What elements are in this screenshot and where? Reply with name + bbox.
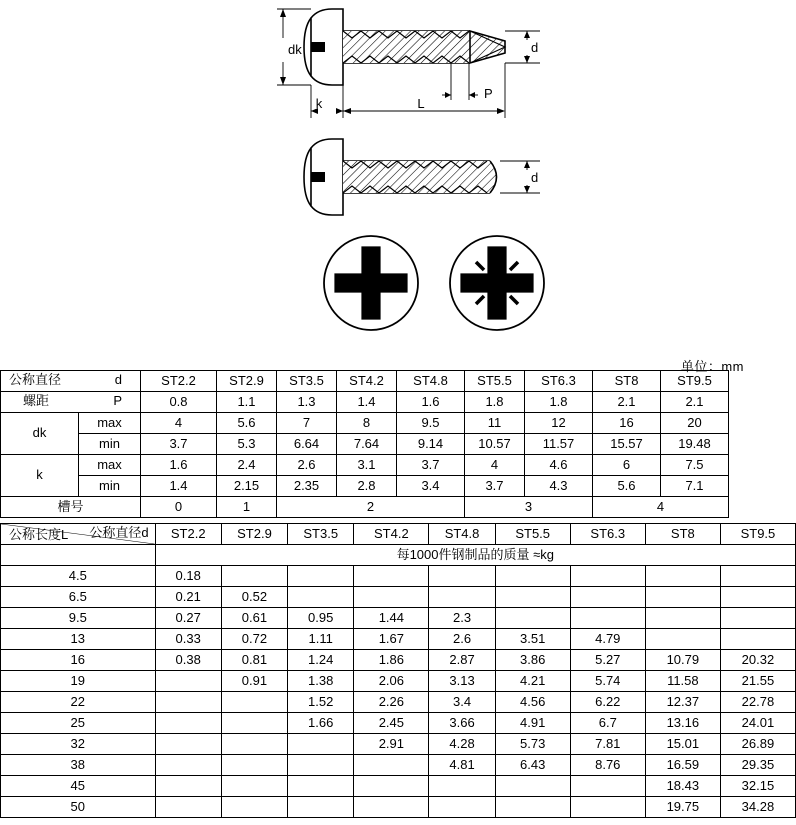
size-cell: ST4.2 [337, 371, 397, 392]
mass-header-spacer [1, 545, 156, 566]
table-row [1, 776, 796, 797]
row-label-k: k [1, 455, 79, 497]
label-dk: dk [288, 42, 302, 57]
length-cell: 22 [1, 692, 156, 713]
value-cell: 2.1 [661, 392, 729, 413]
row-label-nominal-diameter-text: 公称直径 [9, 372, 62, 387]
mass-cell: 5.27 [570, 650, 645, 671]
row-label-max: max [79, 455, 141, 476]
mass-cell [495, 608, 570, 629]
value-cell: 4 [141, 413, 217, 434]
value-cell: 0.8 [141, 392, 217, 413]
size-cell: ST9.5 [661, 371, 729, 392]
corner-header [1, 524, 156, 545]
mass-cell [570, 566, 645, 587]
size-cell: ST9.5 [720, 524, 795, 545]
length-cell: 19 [1, 671, 156, 692]
row-label-slot-no: 槽号 [1, 497, 141, 518]
mass-cell [155, 776, 221, 797]
mass-cell: 0.18 [155, 566, 221, 587]
value-cell: 3.7 [141, 434, 217, 455]
dimension-table [0, 370, 796, 518]
table-row [1, 650, 796, 671]
mass-cell [354, 587, 429, 608]
mass-cell [155, 734, 221, 755]
mass-cell [155, 797, 221, 818]
mass-cell: 0.81 [221, 650, 287, 671]
slot-cell: 2 [277, 497, 465, 518]
length-cell: 9.5 [1, 608, 156, 629]
mass-cell: 32.15 [720, 776, 795, 797]
mass-cell: 1.11 [288, 629, 354, 650]
value-cell: 16 [593, 413, 661, 434]
table-row [1, 587, 796, 608]
mass-cell [221, 734, 287, 755]
mass-cell: 3.86 [495, 650, 570, 671]
screw-top-view [277, 9, 540, 118]
label-P: P [484, 86, 493, 101]
table-row [1, 692, 796, 713]
mass-cell: 5.74 [570, 671, 645, 692]
length-cell: 6.5 [1, 587, 156, 608]
mass-cell: 2.45 [354, 713, 429, 734]
label-L: L [417, 96, 425, 111]
mass-cell [429, 776, 495, 797]
value-cell: 7.1 [661, 476, 729, 497]
label-d-top: d [531, 40, 539, 55]
mass-cell: 4.28 [429, 734, 495, 755]
value-cell: 1.8 [525, 392, 593, 413]
mass-cell: 16.59 [645, 755, 720, 776]
mass-cell [570, 587, 645, 608]
mass-cell [221, 713, 287, 734]
value-cell: 4 [465, 455, 525, 476]
mass-cell: 21.55 [720, 671, 795, 692]
mass-cell: 0.33 [155, 629, 221, 650]
mass-cell: 24.01 [720, 713, 795, 734]
table-row-mass-header [1, 545, 796, 566]
value-cell: 4.3 [525, 476, 593, 497]
mass-cell: 1.86 [354, 650, 429, 671]
mass-cell [221, 692, 287, 713]
table-row [1, 755, 796, 776]
mass-cell [288, 566, 354, 587]
value-cell: 2.15 [217, 476, 277, 497]
row-label-nominal-diameter [1, 371, 141, 392]
length-cell: 4.5 [1, 566, 156, 587]
value-cell: 7.5 [661, 455, 729, 476]
mass-cell: 1.44 [354, 608, 429, 629]
size-cell: ST5.5 [465, 371, 525, 392]
mass-cell [354, 776, 429, 797]
value-cell: 1.6 [397, 392, 465, 413]
value-cell: 1.3 [277, 392, 337, 413]
value-cell: 11 [465, 413, 525, 434]
pozidriv-head-view [450, 236, 544, 330]
mass-cell: 19.75 [645, 797, 720, 818]
mass-cell [570, 776, 645, 797]
size-cell: ST8 [645, 524, 720, 545]
value-cell: 7.64 [337, 434, 397, 455]
mass-cell [221, 755, 287, 776]
mass-cell: 0.38 [155, 650, 221, 671]
size-cell: ST3.5 [277, 371, 337, 392]
value-cell: 1.8 [465, 392, 525, 413]
mass-cell: 18.43 [645, 776, 720, 797]
size-cell: ST5.5 [495, 524, 570, 545]
mass-cell: 6.22 [570, 692, 645, 713]
mass-cell: 3.13 [429, 671, 495, 692]
mass-cell: 4.21 [495, 671, 570, 692]
mass-cell [221, 566, 287, 587]
mass-cell: 7.81 [570, 734, 645, 755]
size-cell: ST2.2 [155, 524, 221, 545]
mass-cell [221, 797, 287, 818]
value-cell: 2.4 [217, 455, 277, 476]
mass-cell: 2.6 [429, 629, 495, 650]
mass-cell [570, 608, 645, 629]
screw-drawing-svg [0, 0, 796, 352]
mass-cell [720, 629, 795, 650]
corner-header-top: 公称直径d [89, 525, 149, 540]
label-k: k [315, 96, 323, 111]
length-cell: 38 [1, 755, 156, 776]
value-cell: 3.4 [397, 476, 465, 497]
slot-cell: 0 [141, 497, 217, 518]
mass-cell: 4.56 [495, 692, 570, 713]
mass-cell [645, 587, 720, 608]
size-cell: ST6.3 [570, 524, 645, 545]
mass-cell: 4.91 [495, 713, 570, 734]
value-cell: 1.1 [217, 392, 277, 413]
mass-cell [155, 692, 221, 713]
table-row-pitch [1, 392, 796, 413]
table-row [1, 566, 796, 587]
row-label-dk: dk [1, 413, 79, 455]
value-cell: 20 [661, 413, 729, 434]
mass-cell [720, 587, 795, 608]
size-cell: ST8 [593, 371, 661, 392]
mass-cell: 2.91 [354, 734, 429, 755]
mass-cell: 6.43 [495, 755, 570, 776]
table-row [1, 797, 796, 818]
value-cell: 10.57 [465, 434, 525, 455]
mass-cell [429, 566, 495, 587]
value-cell: 1.4 [141, 476, 217, 497]
screw-second-view [304, 139, 540, 215]
value-cell: 4.6 [525, 455, 593, 476]
value-cell: 3.7 [465, 476, 525, 497]
label-d-bottom: d [531, 170, 539, 185]
mass-cell [495, 566, 570, 587]
mass-cell: 3.51 [495, 629, 570, 650]
length-cell: 25 [1, 713, 156, 734]
row-label-min: min [79, 476, 141, 497]
mass-cell: 13.16 [645, 713, 720, 734]
mass-cell [288, 797, 354, 818]
table-row-nominal-diameter [1, 371, 796, 392]
mass-cell: 1.24 [288, 650, 354, 671]
row-label-pitch-text: 螺距 [23, 393, 50, 408]
technical-drawing [0, 0, 796, 374]
length-cell: 45 [1, 776, 156, 797]
size-cell: ST4.8 [397, 371, 465, 392]
length-cell: 50 [1, 797, 156, 818]
row-label-pitch-symbol: P [113, 393, 122, 408]
length-cell: 13 [1, 629, 156, 650]
mass-cell [720, 566, 795, 587]
mass-cell [288, 755, 354, 776]
value-cell: 6.64 [277, 434, 337, 455]
value-cell: 15.57 [593, 434, 661, 455]
corner-header-bottom: 公称长度L [9, 526, 69, 542]
mass-cell [429, 797, 495, 818]
mass-cell [495, 776, 570, 797]
value-cell: 11.57 [525, 434, 593, 455]
value-cell: 9.14 [397, 434, 465, 455]
mass-cell: 0.27 [155, 608, 221, 629]
mass-cell: 5.73 [495, 734, 570, 755]
mass-cell [354, 797, 429, 818]
mass-cell: 2.87 [429, 650, 495, 671]
mass-cell: 15.01 [645, 734, 720, 755]
mass-cell: 2.26 [354, 692, 429, 713]
value-cell: 8 [337, 413, 397, 434]
mass-cell: 1.52 [288, 692, 354, 713]
mass-cell [288, 776, 354, 797]
mass-cell [495, 587, 570, 608]
mass-cell [645, 566, 720, 587]
value-cell: 7 [277, 413, 337, 434]
mass-cell: 2.06 [354, 671, 429, 692]
table-row-slot-no [1, 497, 796, 518]
value-cell: 1.4 [337, 392, 397, 413]
mass-cell [645, 629, 720, 650]
mass-cell: 12.37 [645, 692, 720, 713]
value-cell: 2.8 [337, 476, 397, 497]
value-cell: 3.7 [397, 455, 465, 476]
mass-cell: 1.38 [288, 671, 354, 692]
table-row-sizes [1, 524, 796, 545]
table-row [1, 671, 796, 692]
value-cell: 2.35 [277, 476, 337, 497]
mass-cell [288, 734, 354, 755]
mass-cell: 0.95 [288, 608, 354, 629]
mass-cell [429, 587, 495, 608]
mass-cell [155, 671, 221, 692]
length-cell: 16 [1, 650, 156, 671]
mass-cell: 3.66 [429, 713, 495, 734]
mass-cell: 3.4 [429, 692, 495, 713]
slot-cell: 4 [593, 497, 729, 518]
mass-cell: 0.91 [221, 671, 287, 692]
value-cell: 9.5 [397, 413, 465, 434]
size-cell: ST3.5 [288, 524, 354, 545]
size-cell: ST2.9 [217, 371, 277, 392]
mass-cell [645, 608, 720, 629]
size-cell: ST4.8 [429, 524, 495, 545]
value-cell: 6 [593, 455, 661, 476]
size-cell: ST2.9 [221, 524, 287, 545]
mass-cell: 1.67 [354, 629, 429, 650]
table-row [1, 713, 796, 734]
mass-cell: 22.78 [720, 692, 795, 713]
table-row [1, 629, 796, 650]
table-row-dk-max [1, 413, 796, 434]
mass-cell: 0.21 [155, 587, 221, 608]
mass-cell: 4.79 [570, 629, 645, 650]
mass-table [0, 523, 796, 818]
mass-cell [221, 776, 287, 797]
value-cell: 5.6 [217, 413, 277, 434]
mass-cell: 2.3 [429, 608, 495, 629]
mass-cell: 34.28 [720, 797, 795, 818]
value-cell: 5.6 [593, 476, 661, 497]
size-cell: ST6.3 [525, 371, 593, 392]
row-label-nominal-diameter-symbol: d [114, 372, 122, 387]
mass-cell: 20.32 [720, 650, 795, 671]
size-cell: ST2.2 [141, 371, 217, 392]
table-row [1, 734, 796, 755]
value-cell: 2.1 [593, 392, 661, 413]
mass-cell: 8.76 [570, 755, 645, 776]
value-cell: 3.1 [337, 455, 397, 476]
value-cell: 19.48 [661, 434, 729, 455]
row-label-pitch [1, 392, 141, 413]
mass-cell [354, 755, 429, 776]
mass-cell [288, 587, 354, 608]
mass-cell: 0.72 [221, 629, 287, 650]
table-row [1, 608, 796, 629]
mass-cell: 10.79 [645, 650, 720, 671]
length-cell: 32 [1, 734, 156, 755]
value-cell: 1.6 [141, 455, 217, 476]
mass-cell: 0.52 [221, 587, 287, 608]
mass-cell: 11.58 [645, 671, 720, 692]
mass-cell [155, 755, 221, 776]
table-row-k-min [1, 476, 796, 497]
mass-cell [354, 566, 429, 587]
mass-cell: 4.81 [429, 755, 495, 776]
mass-cell [570, 797, 645, 818]
row-label-max: max [79, 413, 141, 434]
mass-cell [720, 608, 795, 629]
size-cell: ST4.2 [354, 524, 429, 545]
mass-cell: 26.89 [720, 734, 795, 755]
mass-cell [155, 713, 221, 734]
table-row-dk-min [1, 434, 796, 455]
table-row-k-max [1, 455, 796, 476]
slot-cell: 1 [217, 497, 277, 518]
mass-cell: 6.7 [570, 713, 645, 734]
mass-cell: 29.35 [720, 755, 795, 776]
value-cell: 12 [525, 413, 593, 434]
mass-cell: 1.66 [288, 713, 354, 734]
mass-cell: 0.61 [221, 608, 287, 629]
mass-header: 每1000件钢制品的质量 ≈kg [155, 545, 795, 566]
row-label-min: min [79, 434, 141, 455]
phillips-head-view [324, 236, 418, 330]
value-cell: 5.3 [217, 434, 277, 455]
unit-note: 单位：mm [680, 359, 744, 374]
value-cell: 2.6 [277, 455, 337, 476]
mass-cell [495, 797, 570, 818]
slot-cell: 3 [465, 497, 593, 518]
